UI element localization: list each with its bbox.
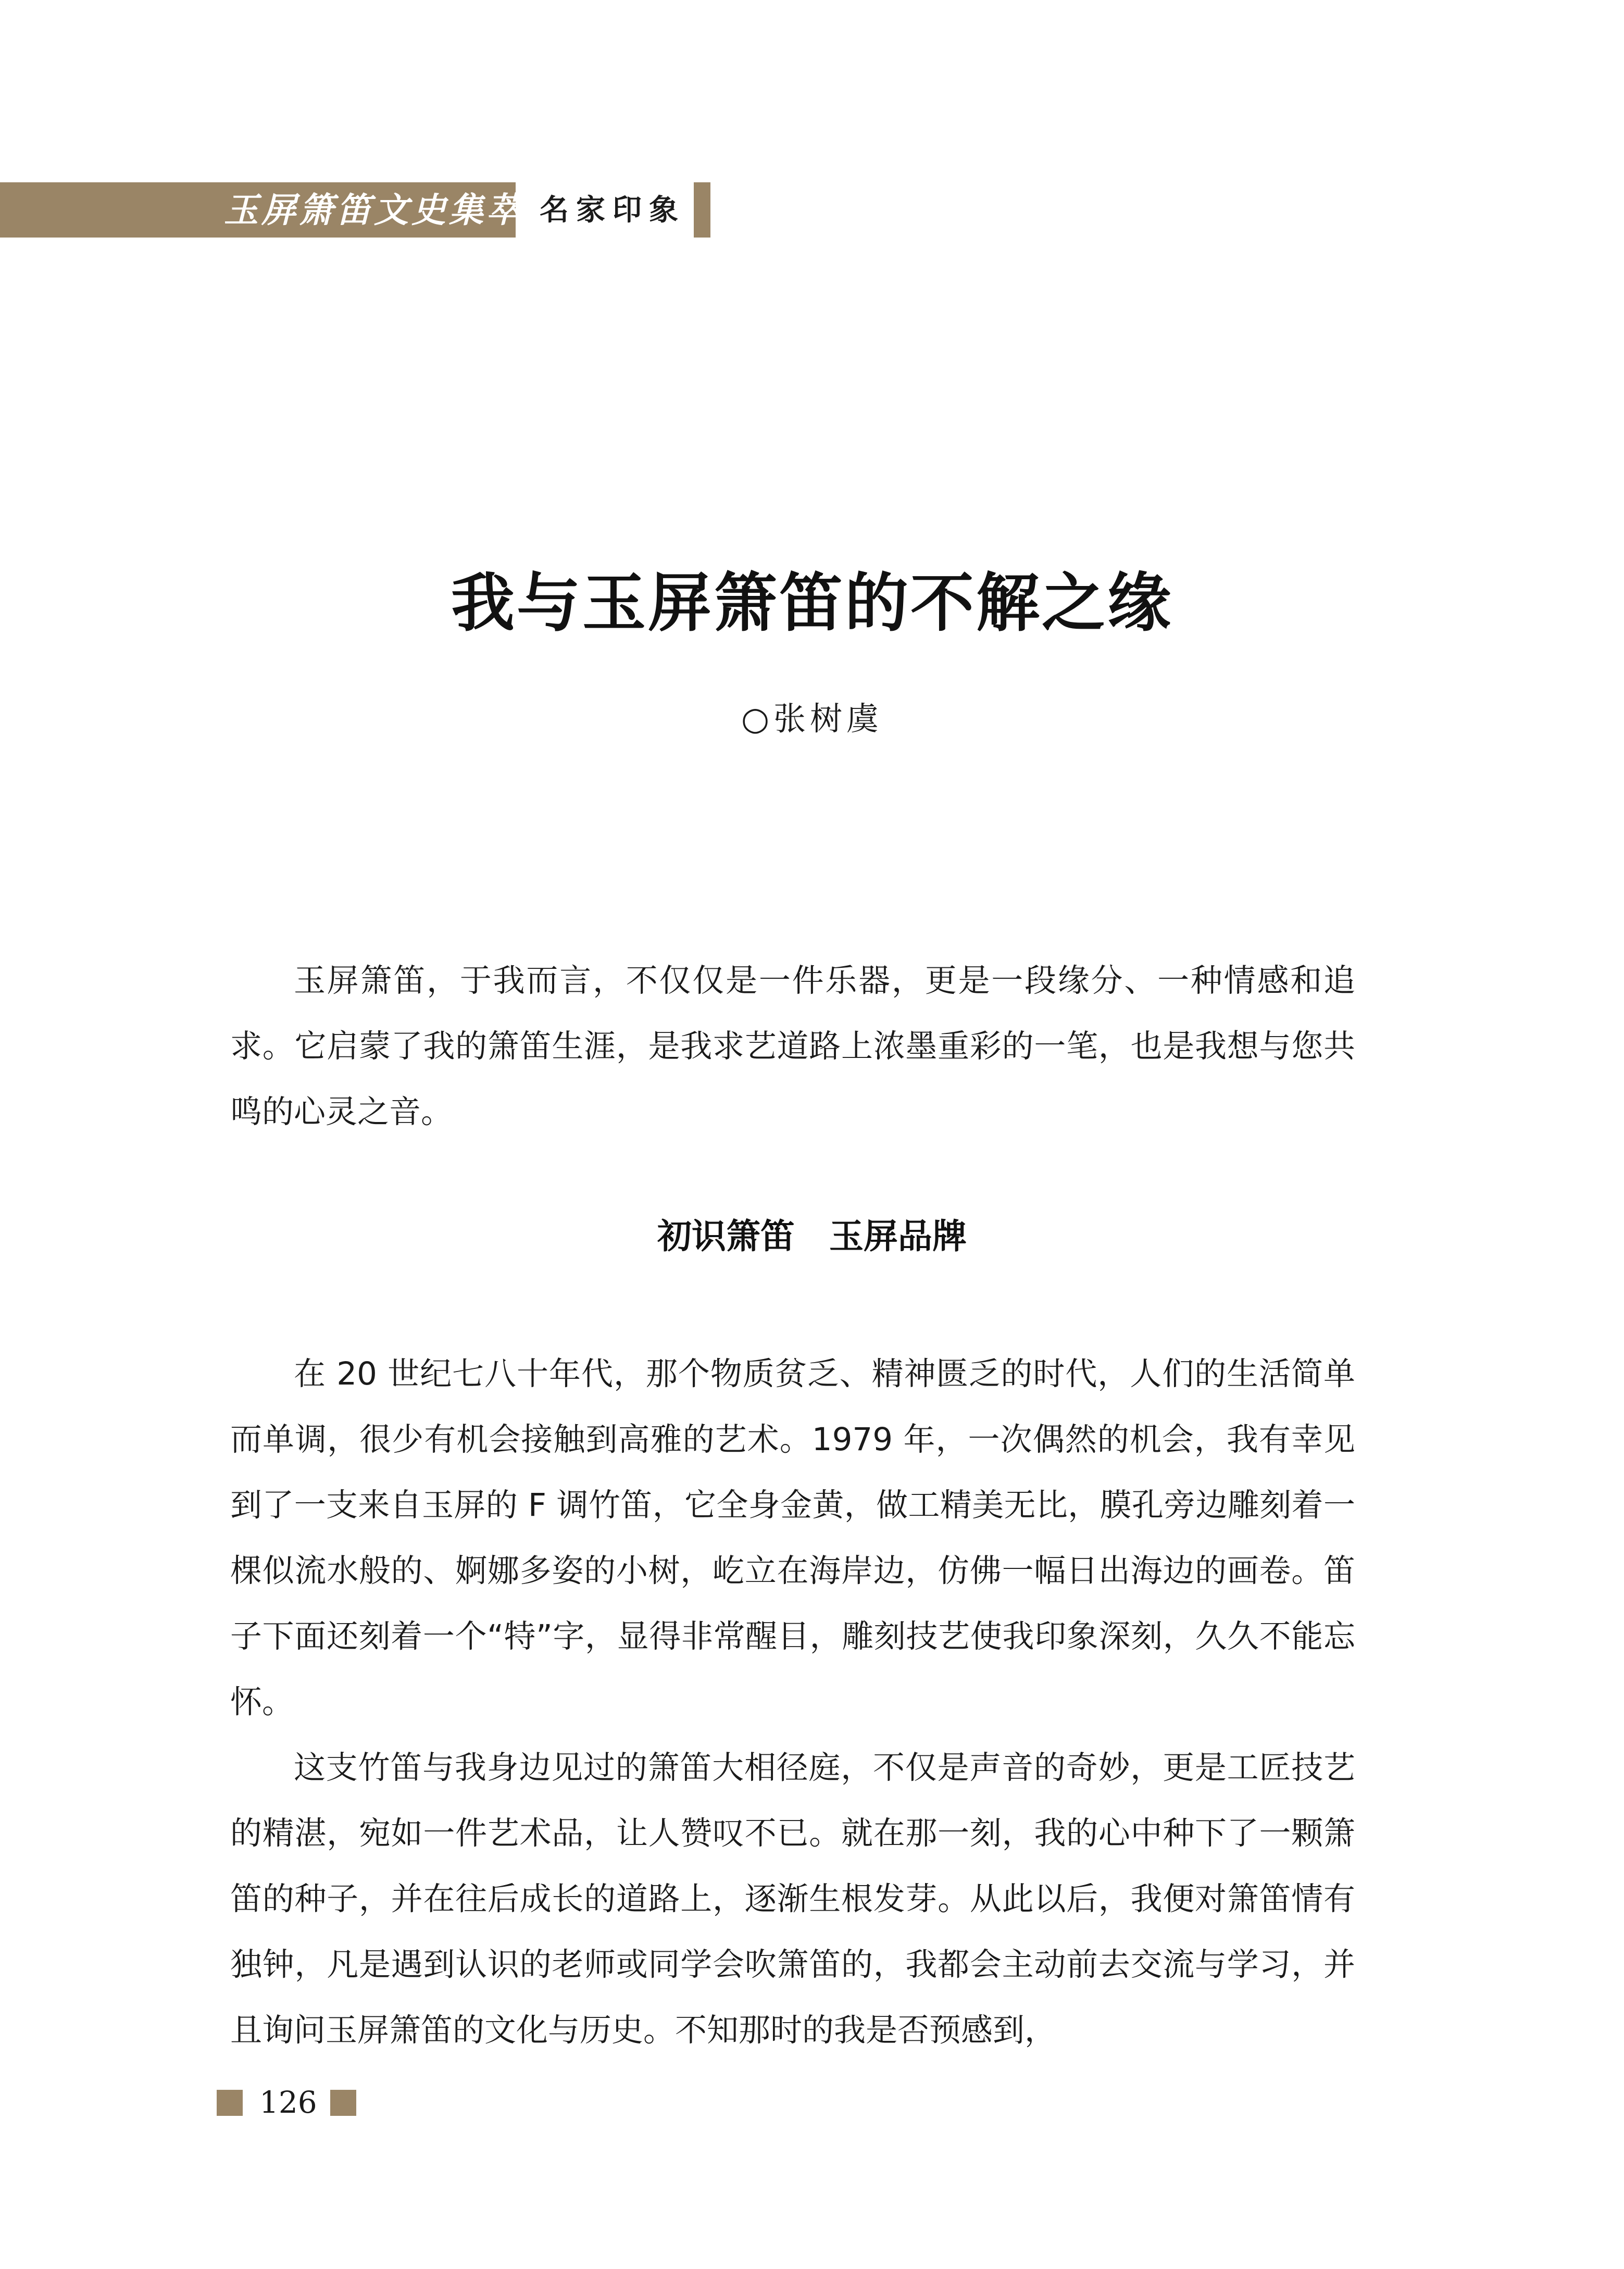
- intro-text: [230, 948, 1355, 1145]
- article-title: 我与玉屏箫笛的不解之缘: [451, 565, 1173, 640]
- paragraph: 在 20 世纪七八十年代，那个物质贫乏、精神匮乏的时代，人们的生活简单而单调，很少有机会接触到高雅的艺术。1979 年，一次偶然的机会，我有幸见到了一支来自玉屏的 F 调竹笛，它全身金黄，做工精美无比，膜孔旁边雕刻着一棵似流水般的、婀娜多姿的小树，屹立在海岸边，仿佛一幅日出海边的画卷。笛子下面还刻着一个“特”字，显得非常醒目，雕刻技艺使我印象深刻，久久不能忘怀。: [230, 1355, 1355, 1721]
- paragraph: 这支竹笛与我身边见过的箫笛大相径庭，不仅是声音的奇妙，更是工匠技艺的精湛，宛如一件艺术品，让人赞叹不已。就在那一刻，我的心中种下了一颗箫笛的种子，并在往后成长的道路上，逐渐生根发芽。从此以后，我便对箫笛情有独钟，凡是遇到认识的老师或同学会吹箫笛的，我都会主动前去交流与学习，并且询问玉屏箫笛的文化与历史。不知那时的我是否预感到，: [230, 1749, 1355, 2049]
- header-tab: [694, 182, 710, 238]
- paragraph: 玉屏箫笛，于我而言，不仅仅是一件乐器，更是一段缘分、一种情感和追求。它启蒙了我的箫笛生涯，是我求艺道路上浓墨重彩的一笔，也是我想与您共鸣的心灵之音。: [230, 962, 1355, 1130]
- section-body: [230, 1341, 1355, 2063]
- footer-square-right: [330, 2090, 356, 2116]
- footer-square-left: [217, 2090, 243, 2116]
- page-number: 126: [259, 2085, 317, 2120]
- section-label: 名家印象: [540, 193, 685, 227]
- section-heading: 初识箫笛 玉屏品牌: [657, 1216, 967, 1256]
- article-author: ○张树虞: [741, 700, 883, 738]
- series-title: 玉屏箫笛文史集萃: [224, 190, 524, 230]
